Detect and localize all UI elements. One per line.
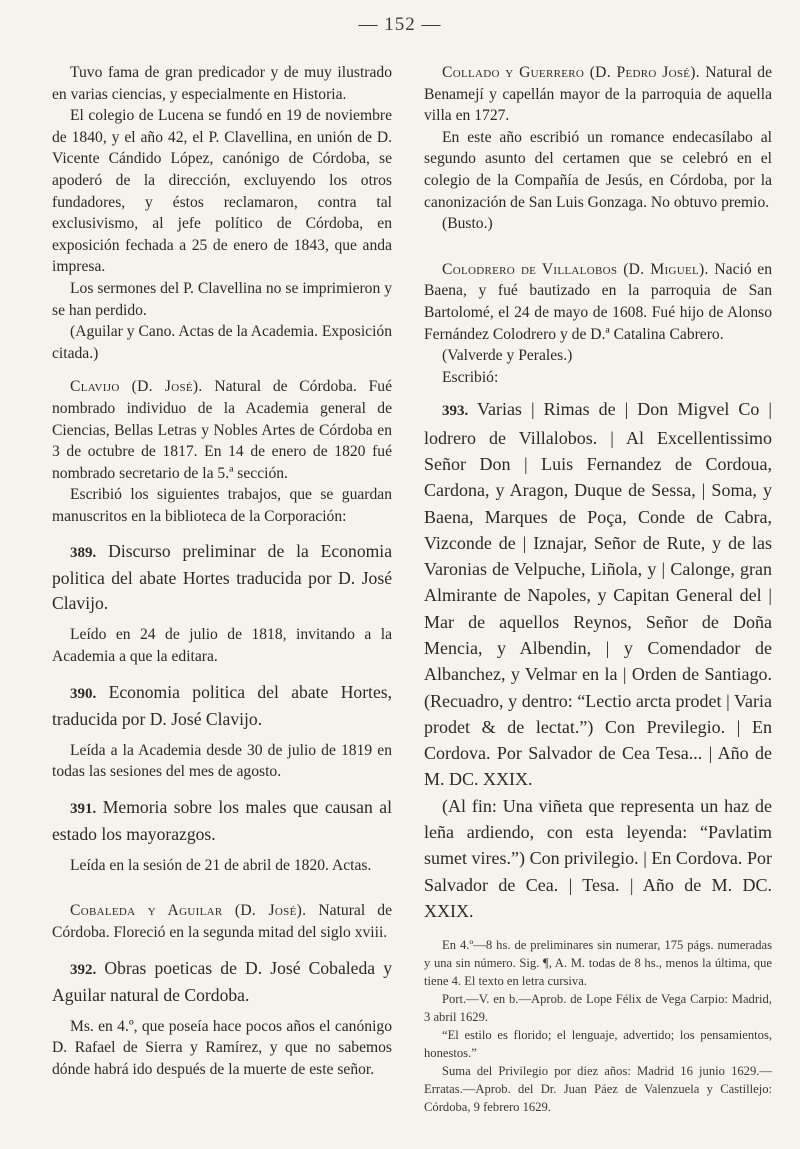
item-389-note: Leído en 24 de julio de 1818, invitando a la Academia a que la editara. [52, 626, 392, 666]
item-392-note: Ms. en 4.º, que poseía hace pocos años el canónigo D. Rafael de Sierra y Ramírez, y que no sabemos dónde habrá ido después de la muerte de este señor. [52, 1017, 392, 1078]
item-title: Discurso preliminar de la Economia politica del abate Hortes traducida por D. José Clavijo. [52, 541, 392, 614]
paragraph-clavijo-works: Escribió los siguientes trabajos, que se guardan manuscritos en la biblioteca de la Corporación: [52, 486, 392, 525]
entry-cobaleda [52, 900, 392, 943]
item-389 [52, 539, 392, 616]
item-393 [424, 396, 772, 792]
paragraph-colodrero-source: (Valverde y Perales.) [442, 347, 573, 365]
entry-clavijo [52, 376, 392, 484]
left-column [52, 62, 392, 1080]
item-number: 389. [70, 545, 97, 562]
paragraph-fame: Tuvo fama de gran predicador y de muy ilustrado en varias ciencias, y especialmente en Historia. [52, 64, 392, 103]
entry-name: Clavijo (D. José). [70, 378, 203, 396]
entry-name: Collado y Guerrero (D. Pedro José). [442, 64, 700, 81]
item-title: Memoria sobre los males que causan al estado los mayorazgos. [52, 796, 392, 844]
entry-collado [424, 62, 772, 127]
item-title: Economia politica del abate Hortes, traducida por D. José Clavijo. [52, 681, 392, 729]
entry-colodrero [424, 259, 772, 345]
paragraph-lucena-college: El colegio de Lucena se fundó en 19 de noviembre de 1840, y el año 42, el P. Clavellina, en unión de D. Vicente Cándido López, canónigo de Córdoba, se apoderó de la dirección, excluyendo los otros fundadores, y éstos reclamaron, contra tal exclusivismo, al jefe político de Córdoba, en exposición fechada a 25 de enero de 1843, que anda impresa. [52, 107, 392, 276]
right-column [424, 62, 772, 1116]
item-392 [52, 956, 392, 1008]
item-title-transcription: Varias | Rimas de | Don Migvel Co | lodrero de Villalobos. | Al Excellentissimo Señor Don | Luis Fernandez de Cordoua, Cardona, y Aragon, Duque de Sessa, | Soma, y Baena, Marques de Poça, Conde de Cabra, Vizconde de | Iznajar, Señor de Rute, y de las Varonias de Velpuche, Liñola, y | Calonge, gran Almirante de Napoles, y Capitan General del | Mar de aquellos Reynos, Señor de Doña Mencia, y Albendin, | y Comendador de Albanchez, y Velmar en la | Orden de Santiago. (Recuadro, y dentro: “Lectio arcta prodet | Varia prodet & de lectat.”) Con Previlegio. | En Cordova. Por Salvador de Cea Tesa... | Año de M. DC. XXIX. [424, 399, 772, 790]
entry-bio: Natural de Benamejí y capellán mayor de la parroquia de aquella villa en 1727. [424, 64, 773, 125]
item-391-note: Leída en la sesión de 21 de abril de 1820. Actas. [70, 856, 372, 874]
item-number: 390. [70, 685, 97, 702]
page-number: — 152 — [358, 14, 442, 35]
item-number: 391. [70, 800, 97, 817]
paragraph-collado-romance: En este año escribió un romance endecasílabo al segundo asunto del certamen que se celebró en el colegio de la Compañía de Jesús, en Córdoba, por la canonización de San Luis Gonzaga. No obtuvo premio. [424, 128, 772, 211]
item-title: Obras poeticas de D. José Cobaleda y Aguilar natural de Cordoba. [52, 957, 392, 1005]
paragraph-colodrero-wrote: Escribió: [442, 368, 499, 386]
item-number: 392. [70, 961, 97, 978]
item-390 [52, 680, 392, 732]
entry-name: Cobaleda y Aguilar (D. José). [70, 902, 307, 920]
paragraph-sermons: Los sermones del P. Clavellina no se imprimieron y se han perdido. [52, 279, 392, 319]
item-390-note: Leída a la Academia desde 30 de julio de 1819 en todas las sesiones del mes de agosto. [52, 741, 392, 781]
entry-bio: Natural de Córdoba. Fué nombrado individuo de la Academia general de Ciencias, Bellas Letras y Nobles Artes de Córdoba en 3 de octubre de 1817. En 14 de enero de 1820 fué nombrado secretario de la 5.ª sección. [52, 378, 392, 482]
entry-bio: Natural de Córdoba. Floreció en la segunda mitad del siglo xviii. [52, 902, 392, 942]
entry-bio: Nació en Baena, y fué bautizado en la parroquia de San Bartolomé, el 24 de mayo de 1608. Fué hijo de Alonso Fernández Colodrero y de D.ª Catalina Cabrero. [424, 260, 773, 343]
note-privilege: Suma del Privilegio por diez años: Madrid 16 junio 1629.—Erratas.—Aprob. del Dr. Juan Páez de Valenzuela y Castillejo: Córdoba, 9 febrero 1629. [424, 1064, 772, 1115]
note-collation: En 4.º—8 hs. de preliminares sin numerar, 175 págs. numeradas y una sin número. Sig. ¶, A. M. todas de 8 hs., menos la última, que tiene 4. El texto en letra cursiva. [424, 938, 772, 989]
entry-name: Colodrero de Villalobos (D. Miguel). [442, 260, 709, 278]
note-approval: Port.—V. en b.—Aprob. de Lope Félix de Vega Carpio: Madrid, 3 abril 1629. [424, 992, 772, 1025]
item-391 [52, 795, 392, 847]
paragraph-sources: (Aguilar y Cano. Actas de la Academia. Exposición citada.) [52, 323, 392, 362]
item-393-colophon: (Al fin: Una viñeta que representa un haz de leña ardiendo, con esta leyenda: “Pavlatim sumet vires.”) Con privilegio. | En Cordova. Por Salvador de Cea. | Tesa. | Año de M. DC. XXIX. [424, 795, 772, 921]
item-number: 393. [442, 403, 469, 420]
note-quote: “El estilo es florido; el lenguaje, advertido; los pensamientos, honestos.” [424, 1028, 772, 1061]
paragraph-collado-source: (Busto.) [442, 215, 493, 233]
